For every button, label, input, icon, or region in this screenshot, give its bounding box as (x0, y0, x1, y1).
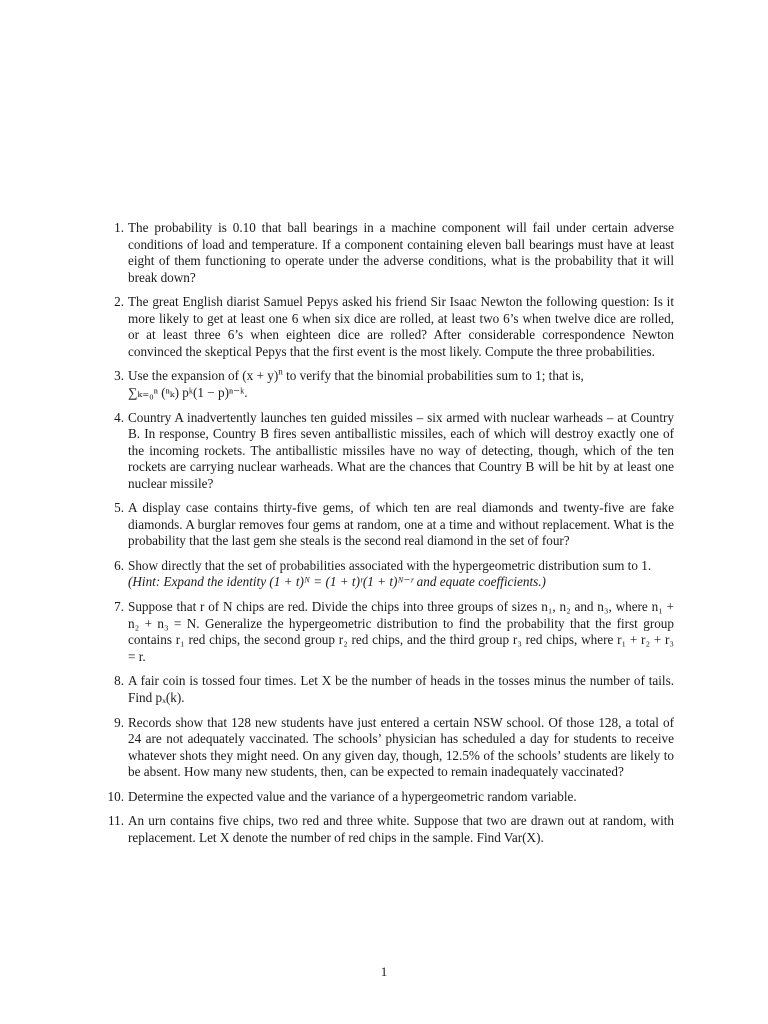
problem-number: 2. (114, 294, 124, 310)
problem-text: Country A inadvertently launches ten guided missiles – six armed with nuclear warheads – at Country B. In response, Country B fires seven antiballistic missiles, each of which will destroy exactly one of the incoming rockets. The antiballistic missiles have no way of detecting, though, which of the ten rockets are carrying nuclear warheads. What are the chances that Country B will be hit by at least one nuclear missile? (128, 409, 674, 491)
problem-item (104, 220, 674, 286)
problem-text-before: Use the expansion of (x + y) (128, 368, 279, 384)
problem-item (104, 715, 674, 781)
problem-text: An urn contains five chips, two red and three white. Suppose that two are drawn out at random, with replacement. Let X denote the number of red chips in the sample. Find Var(X). (128, 813, 674, 845)
problem-item (104, 500, 674, 550)
problem-number: 4. (114, 409, 124, 425)
problem-number: 3. (114, 368, 124, 384)
page-number: 1 (380, 964, 388, 979)
problem-item (104, 813, 674, 846)
problem-text: A display case contains thirty-five gems, of which ten are real diamonds and twenty-five are fake diamonds. A burglar removes four gems at random, one at a time and without replacement. What is the probability that the last gem she steals is the second real diamond in the set of four? (128, 500, 674, 549)
problem-text: Records show that 128 new students have just entered a certain NSW school. Of those 128, a total of 24 are not adequately vaccinated. The schools’ physician has scheduled a day for students to receive whatever shots they might need. On any given day, though, 12.5% of the schools’ students are likely to be absent. How many new students, then, can be expected to remain inadequately vaccinated? (128, 714, 674, 779)
problem-number: 1. (114, 220, 124, 235)
problem-number: 7. (114, 599, 124, 615)
problem-item (104, 368, 674, 401)
problem-text: A fair coin is tossed four times. Let X be the number of heads in the tosses minus the number of tails. Find pₓ(k). (128, 673, 674, 705)
problem-item (104, 789, 674, 806)
problem-text: Suppose that r of N chips are red. Divide the chips into three groups of sizes n₁, n₂ and n₃, where n₁ + n₂ + n₃ = N. Generalize the hypergeometric distribution to find the probability that the first group contains r₁ red chips, the second group r₂ red chips, and the third group r₃ red chips, where r₁ + r₂ + r₃ = r. (128, 599, 674, 664)
problem-list (104, 220, 674, 855)
hint-text: (Hint: Expand the identity (1 + t)ᴺ = (1 + t)ʳ(1 + t)ᴺ⁻ʳ and equate coefficients.) (128, 574, 546, 590)
problem-number: 10. (107, 788, 124, 804)
problem-text: The great English diarist Samuel Pepys asked his friend Sir Isaac Newton the following question: Is it more likely to get at least one 6 when six dice are rolled, at least two 6’s when twelve dice are rolled, or at least three 6’s when eighteen dice are rolled? After considerable correspondence Newton convinced the skeptical Pepys that the first event is the most likely. Compute the three probabilities. (128, 294, 674, 359)
problem-item (104, 558, 674, 591)
problem-text-after: to verify that the binomial probabilities sum to 1; that is, (282, 368, 584, 384)
problem-number: 11. (108, 813, 124, 829)
problem-number: 9. (114, 714, 124, 730)
problem-hint (128, 574, 674, 591)
problem-item (104, 673, 674, 706)
problem-number: 6. (114, 557, 124, 573)
problem-number: 8. (114, 673, 124, 689)
problem-item (104, 599, 674, 665)
problem-item (104, 294, 674, 360)
problem-text (128, 368, 584, 383)
problem-number: 5. (114, 500, 124, 516)
problem-text: The probability is 0.10 that ball bearings in a machine component will fail under certain adverse conditions of load and temperature. If a component containing eleven ball bearings must have at least eight of them functioning to operate under the adverse conditions, what is the probability that it will break down? (128, 220, 674, 285)
problem-text: Show directly that the set of probabilities associated with the hypergeometric distribution sum to 1. (128, 557, 652, 573)
binomial-sum-formula: ∑ₖ₌₀ⁿ (ⁿₖ) pᵏ(1 − p)ⁿ⁻ᵏ. (128, 384, 248, 400)
exponent: n (278, 366, 283, 377)
problem-item (104, 410, 674, 493)
problem-text: Determine the expected value and the variance of a hypergeometric random variable. (128, 788, 577, 804)
